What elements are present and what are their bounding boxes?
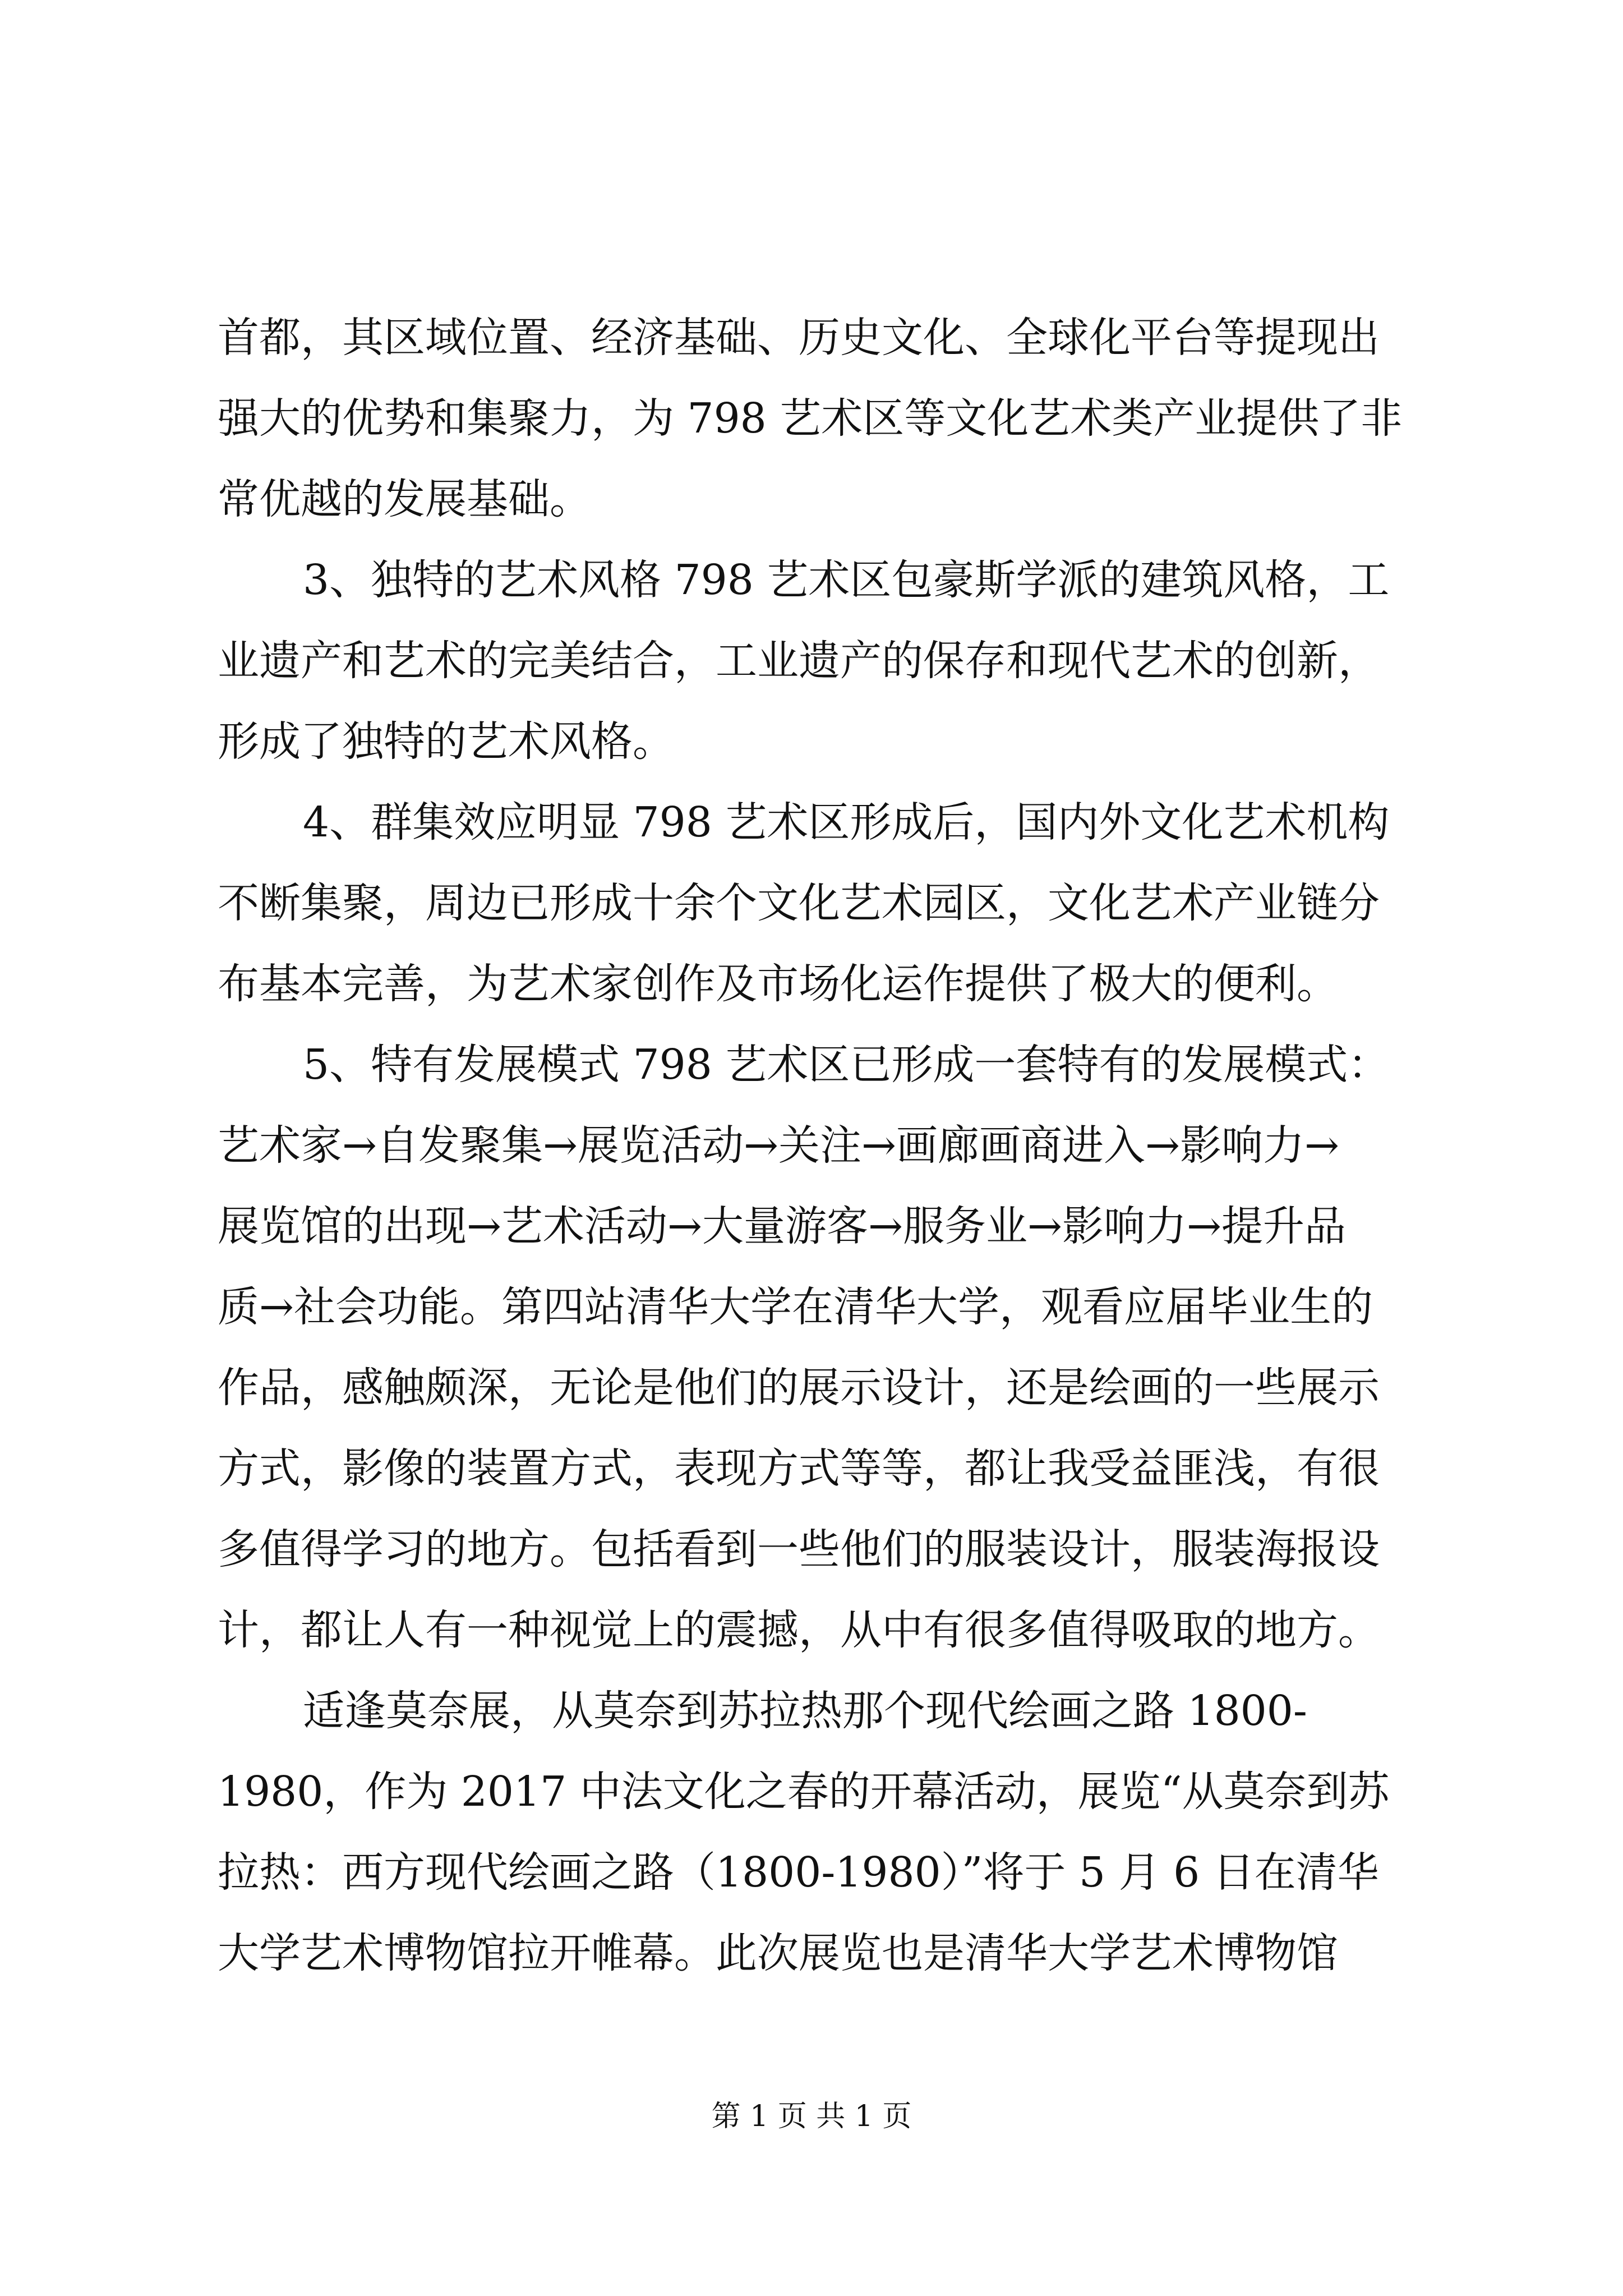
text-line: 作品，感触颇深，无论是他们的展示设计，还是绘画的一些展示 — [218, 1364, 1380, 1412]
page-footer — [0, 2097, 1623, 2136]
text-line: 方式，影像的装置方式，表现方式等等，都让我受益匪浅，有很 — [218, 1444, 1380, 1493]
paragraph-5 — [218, 1671, 1418, 1994]
text-line: 首都，其区域位置、经济基础、历史文化、全球化平台等提现出 — [218, 314, 1380, 362]
page-number-label: 第 1 页 共 1 页 — [711, 2100, 912, 2133]
text-line: 适逢莫奈展，从莫奈到苏拉热那个现代绘画之路 1800- — [303, 1687, 1307, 1735]
text-line: 4、群集效应明显 798 艺术区形成后，国内外文化艺术机构 — [303, 798, 1390, 846]
text-line: 布基本完善，为艺术家创作及市场化运作提供了极大的便利。 — [218, 960, 1338, 1008]
text-line: 业遗产和艺术的完美结合，工业遗产的保存和现代艺术的创新， — [218, 637, 1380, 685]
text-line: 1980，作为 2017 中法文化之春的开幕活动，展览“从莫奈到苏 — [218, 1768, 1390, 1816]
text-line: 5、特有发展模式 798 艺术区已形成一套特有的发展模式： — [303, 1041, 1390, 1089]
paragraph-1 — [218, 297, 1418, 540]
text-line: 强大的优势和集聚力，为 798 艺术区等文化艺术类产业提供了非 — [218, 394, 1403, 443]
text-line: 多值得学习的地方。包括看到一些他们的服装设计，服装海报设 — [218, 1525, 1380, 1573]
paragraph-4 — [218, 1024, 1418, 1671]
document-body — [218, 297, 1418, 1994]
text-line: 展览馆的出现→艺术活动→大量游客→服务业→影响力→提升品 — [218, 1202, 1347, 1250]
text-line: 艺术家→自发聚集→展览活动→关注→画廊画商进入→影响力→ — [218, 1121, 1340, 1170]
text-line: 拉热：西方现代绘画之路（1800-1980）”将于 5 月 6 日在清华 — [218, 1848, 1379, 1897]
paragraph-2 — [218, 540, 1418, 782]
paragraph-3 — [218, 782, 1418, 1024]
text-line: 计，都让人有一种视觉上的震撼，从中有很多值得吸取的地方。 — [218, 1606, 1380, 1654]
text-line: 常优越的发展基础。 — [218, 475, 591, 523]
text-line: 3、独特的艺术风格 798 艺术区包豪斯学派的建筑风格，工 — [303, 556, 1390, 604]
text-line: 不断集聚，周边已形成十余个文化艺术园区，文化艺术产业链分 — [218, 879, 1380, 927]
text-line: 形成了独特的艺术风格。 — [218, 717, 674, 766]
text-line: 质→社会功能。第四站清华大学在清华大学，观看应届毕业生的 — [218, 1283, 1373, 1331]
text-line: 大学艺术博物馆拉开帷幕。此次展览也是清华大学艺术博物馆 — [218, 1929, 1338, 1977]
